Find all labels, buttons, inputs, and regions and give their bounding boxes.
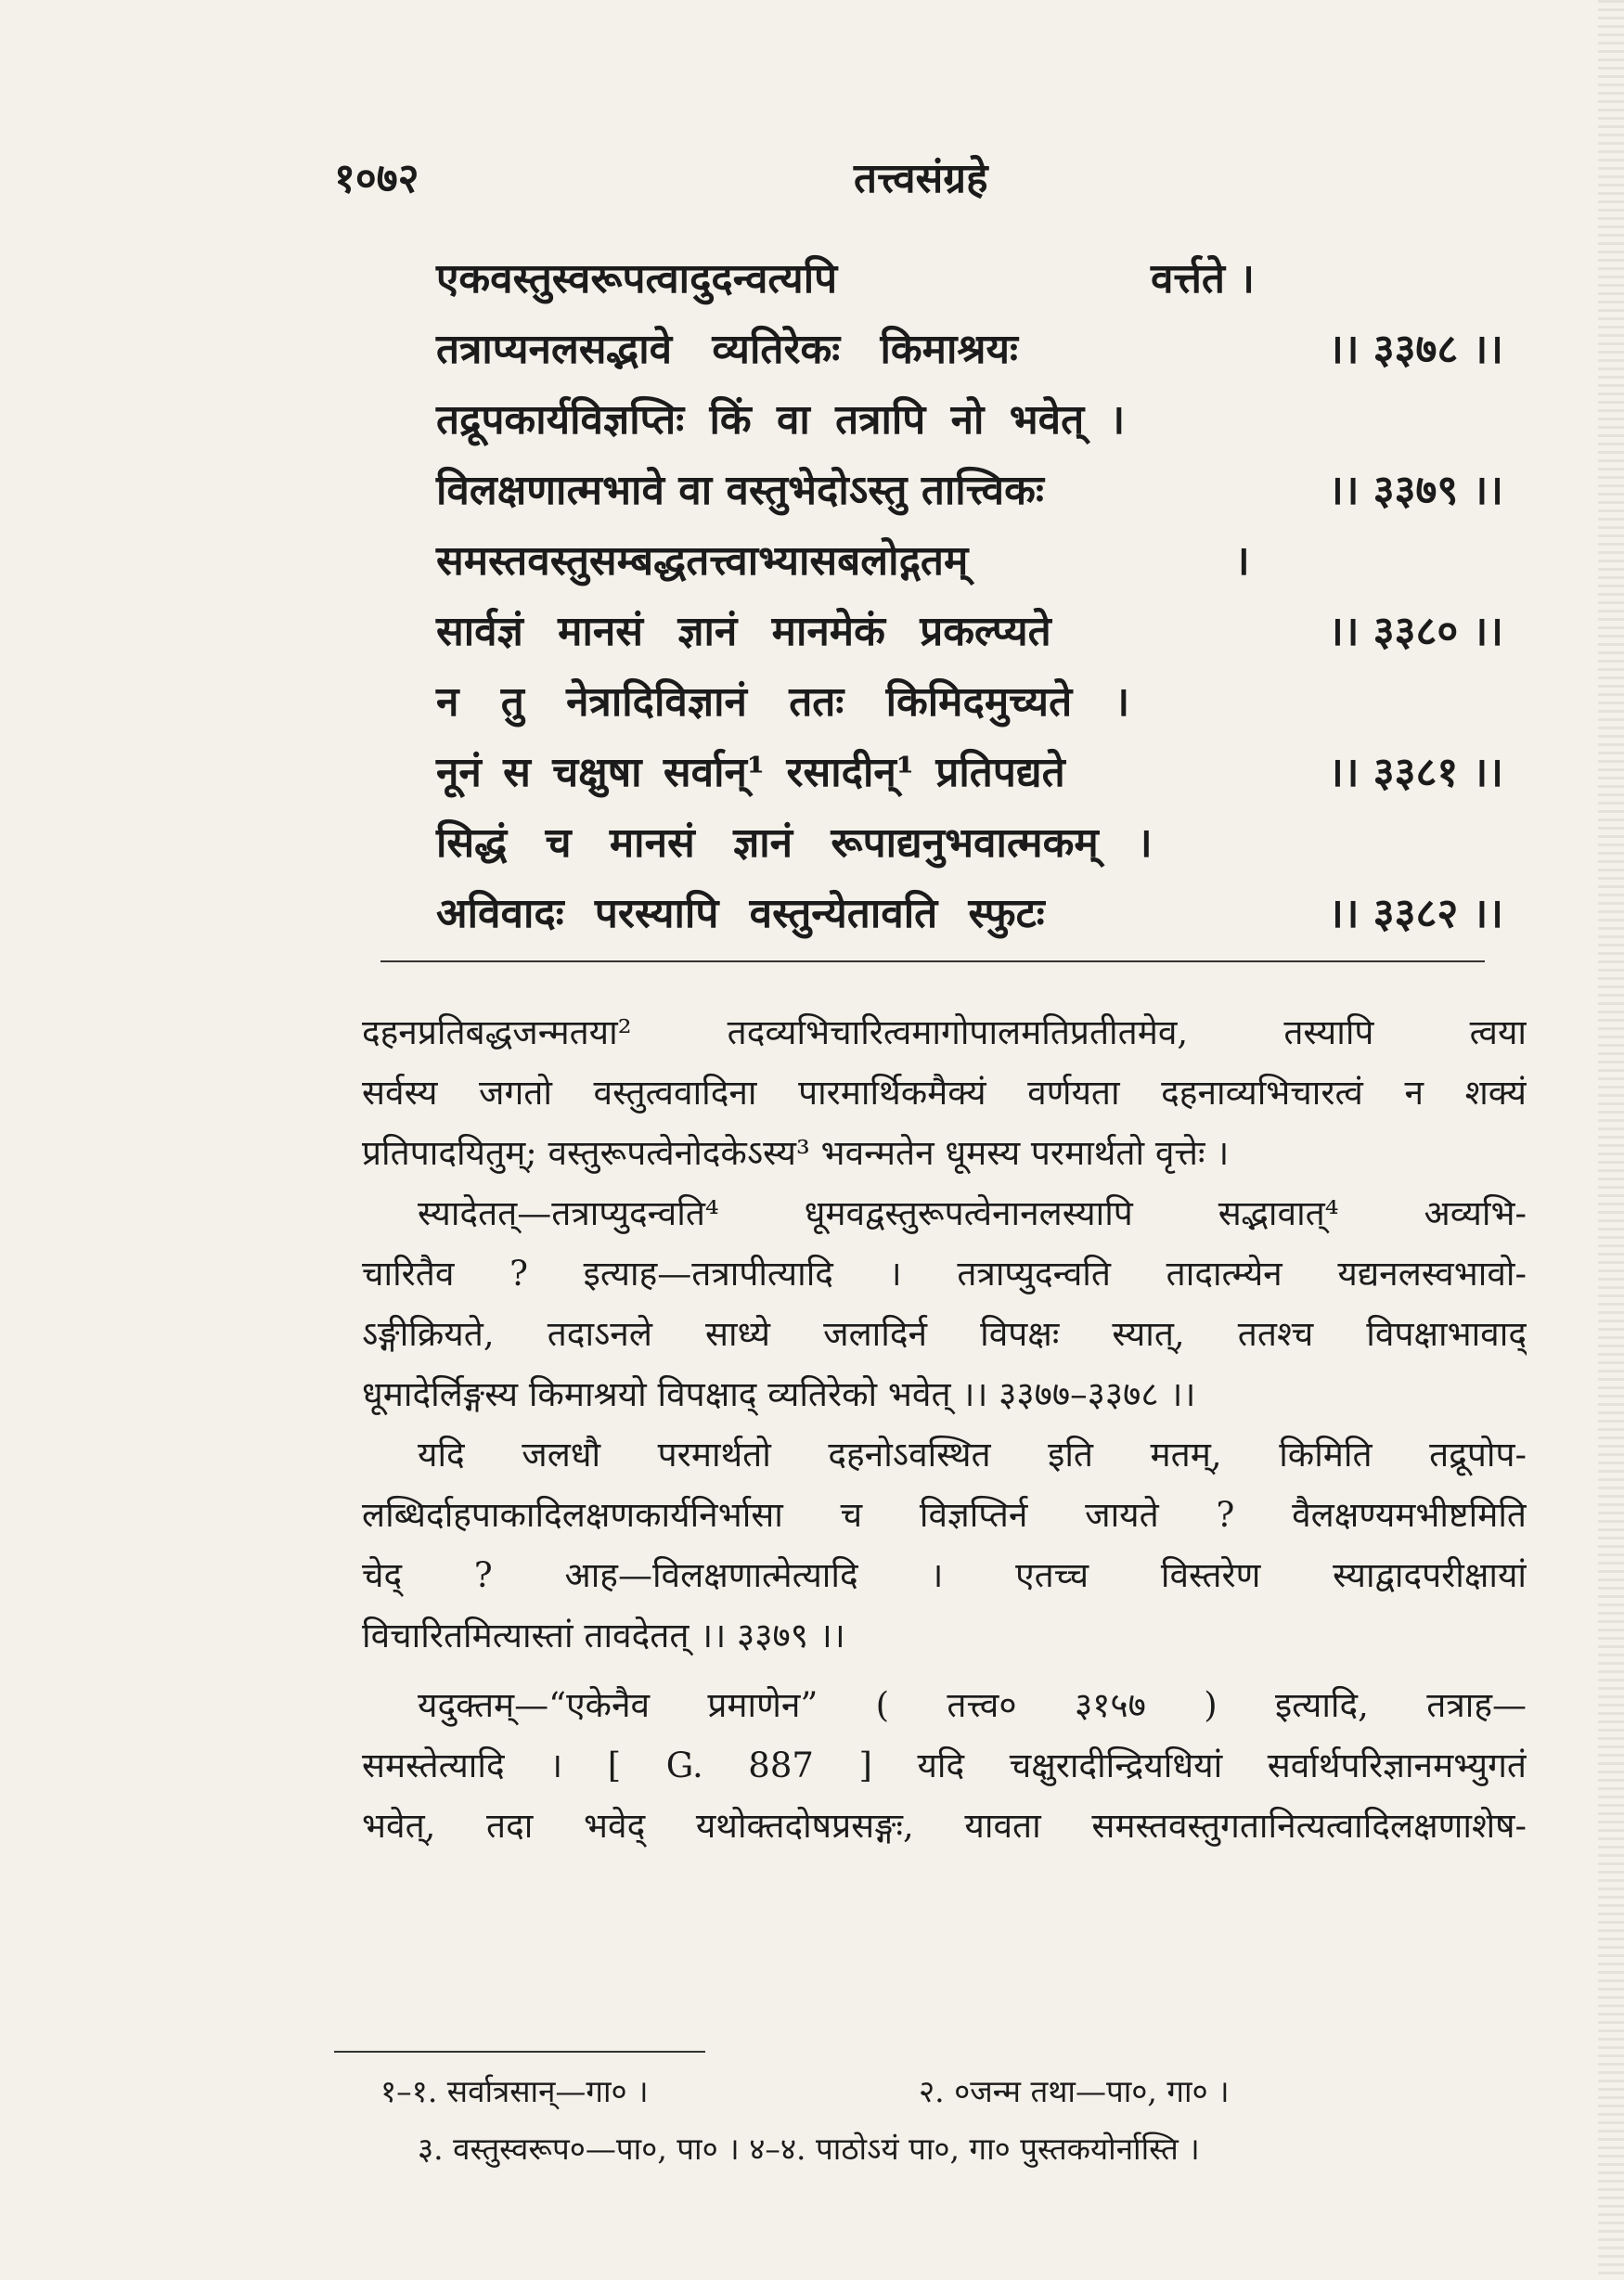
commentary-line: प्रतिपादयितुम्; वस्तुरूपत्वेनोदकेऽस्य³ भवन्मतेन धूमस्य परमार्थतो वृत्तेः । bbox=[362, 1133, 1230, 1173]
verse-line bbox=[436, 531, 1522, 601]
verse-line bbox=[436, 883, 1522, 954]
verse-line bbox=[436, 390, 1522, 460]
footnote: ३. वस्तुस्वरूप०—पा०, पा० । ४–४. पाठोऽयं पा०, गा० पुस्तकयोर्नास्ति । bbox=[418, 2131, 1200, 2167]
commentary-line: समस्तेत्यादि । [ G. 887 ] यदि चक्षुरादीन्द्रियधियां सर्वार्थपरिज्ञानमभ्युगतं bbox=[362, 1745, 1527, 1785]
commentary-line: सर्वस्य जगतो वस्तुत्ववादिना पारमार्थिकमैक्यं वर्णयता दहनाव्यभिचारत्वं न शक्यं bbox=[362, 1073, 1527, 1113]
verse-text: सार्वज्ञं मानसं ज्ञानं मानमेकं प्रकल्प्यते bbox=[436, 608, 1051, 655]
verse-number: ।। ३३७८ ।। bbox=[1328, 326, 1503, 373]
footnote: २. ०जन्म तथा—पा०, गा० । bbox=[919, 2073, 1230, 2109]
commentary-line: भवेत्, तदा भवेद् यथोक्तदोषप्रसङ्गः, यावता समस्तवस्तुगतानित्यत्वादिलक्षणाशेष- bbox=[362, 1806, 1527, 1846]
commentary-paragraph bbox=[362, 1002, 1527, 1183]
commentary-line: यदुक्तम्—“एकेनैव प्रमाणेन” ( तत्त्व० ३१५७ ) इत्यादि, तत्राह— bbox=[418, 1685, 1527, 1725]
verse-number: ।। ३३८० ।। bbox=[1328, 608, 1503, 655]
verse-text: न तु नेत्रादिविज्ञानं ततः किमिदमुच्यते । bbox=[436, 678, 1130, 726]
page-header bbox=[334, 148, 1494, 213]
verse-line bbox=[436, 672, 1522, 742]
footnote-separator-rule bbox=[334, 2051, 705, 2053]
running-title: तत्त्वसंग्रहे bbox=[854, 155, 988, 202]
commentary-paragraph bbox=[362, 1424, 1527, 1666]
commentary-line: चेद् ? आह—विलक्षणात्मेत्यादि । एतच्च विस्तरेण स्याद्वादपरीक्षायां bbox=[362, 1555, 1527, 1595]
footnote: १–१. सर्वात्रसान्—गा० । bbox=[380, 2073, 649, 2109]
verse-text: समस्तवस्तुसम्बद्धतत्त्वाभ्यासबलोद्गतम् bbox=[436, 537, 969, 585]
verse-text: अविवादः परस्यापि वस्तुन्येतावति स्फुटः bbox=[436, 890, 1045, 937]
commentary-line: स्यादेतत्—तत्राप्युदन्वति⁴ धूमवद्वस्तुरूपत्वेनानलस्यापि सद्भावात्⁴ अव्यभि- bbox=[418, 1193, 1527, 1233]
verse-text: एकवस्तुस्वरूपत्वादुदन्वत्यपि bbox=[436, 255, 838, 303]
verse-number: ।। ३३८१ ।। bbox=[1328, 749, 1503, 796]
verse-line bbox=[436, 742, 1522, 813]
commentary-paragraph bbox=[362, 1183, 1527, 1424]
verse-number: ।। ३३८२ ।। bbox=[1328, 890, 1503, 937]
page-number: १०७२ bbox=[334, 155, 419, 202]
footnote-row bbox=[380, 2069, 1494, 2127]
page-edge-noise bbox=[1598, 0, 1624, 2280]
commentary-line: लब्धिर्दाहपाकादिलक्षणकार्यनिर्भासा च विज्ञप्तिर्न जायते ? वैलक्षण्यमभीष्टमिति bbox=[362, 1495, 1527, 1535]
verse-text: तत्राप्यनलसद्भावे व्यतिरेकः किमाश्रयः bbox=[436, 326, 1018, 373]
verse-danda: । bbox=[1234, 537, 1250, 585]
footnote-row bbox=[380, 2127, 1494, 2184]
commentary-paragraph bbox=[362, 1675, 1527, 1856]
verse-text: विलक्षणात्मभावे वा वस्तुभेदोऽस्तु तात्त्विकः bbox=[436, 467, 1044, 514]
commentary-block bbox=[362, 1002, 1527, 1856]
verse-number: ।। ३३७९ ।। bbox=[1328, 467, 1503, 514]
verse-text: तद्रूपकार्यविज्ञप्तिः किं वा तत्रापि नो भवेत् । bbox=[436, 396, 1126, 444]
commentary-line: विचारितमित्यास्तां तावदेतत् ।। ३३७९ ।। bbox=[362, 1616, 845, 1655]
verse-text: सिद्धं च मानसं ज्ञानं रूपाद्यनुभवात्मकम् । bbox=[436, 819, 1153, 867]
verse-line bbox=[436, 813, 1522, 883]
verse-line bbox=[436, 319, 1522, 390]
commentary-line: दहनप्रतिबद्धजन्मतया² तदव्यभिचारित्वमागोपालमतिप्रतीतमेव, तस्यापि त्वया bbox=[362, 1012, 1527, 1052]
commentary-line: ऽङ्गीक्रियते, तदाऽनले साध्ये जलादिर्न विपक्षः स्यात्, ततश्च विपक्षाभावाद् bbox=[362, 1314, 1527, 1354]
verse-separator-rule bbox=[380, 960, 1485, 962]
verse-danda: वर्त्तते । bbox=[1151, 255, 1255, 303]
verse-block bbox=[436, 249, 1522, 954]
verse-line bbox=[436, 249, 1522, 319]
commentary-line: चारितैव ? इत्याह—तत्रापीत्यादि । तत्राप्युदन्वति तादात्म्येन यद्यनलस्वभावो- bbox=[362, 1254, 1527, 1294]
commentary-line: यदि जलधौ परमार्थतो दहनोऽवस्थित इति मतम्, किमिति तद्रूपोप- bbox=[418, 1435, 1527, 1475]
footnotes bbox=[380, 2069, 1494, 2184]
verse-text: नूनं स चक्षुषा सर्वान्¹ रसादीन्¹ प्रतिपद्यते bbox=[436, 749, 1065, 796]
commentary-line: धूमादेर्लिङ्गस्य किमाश्रयो विपक्षाद् व्यतिरेको भवेत् ।। ३३७७–३३७८ ।। bbox=[362, 1374, 1196, 1414]
verse-line bbox=[436, 460, 1522, 531]
verse-line bbox=[436, 601, 1522, 672]
